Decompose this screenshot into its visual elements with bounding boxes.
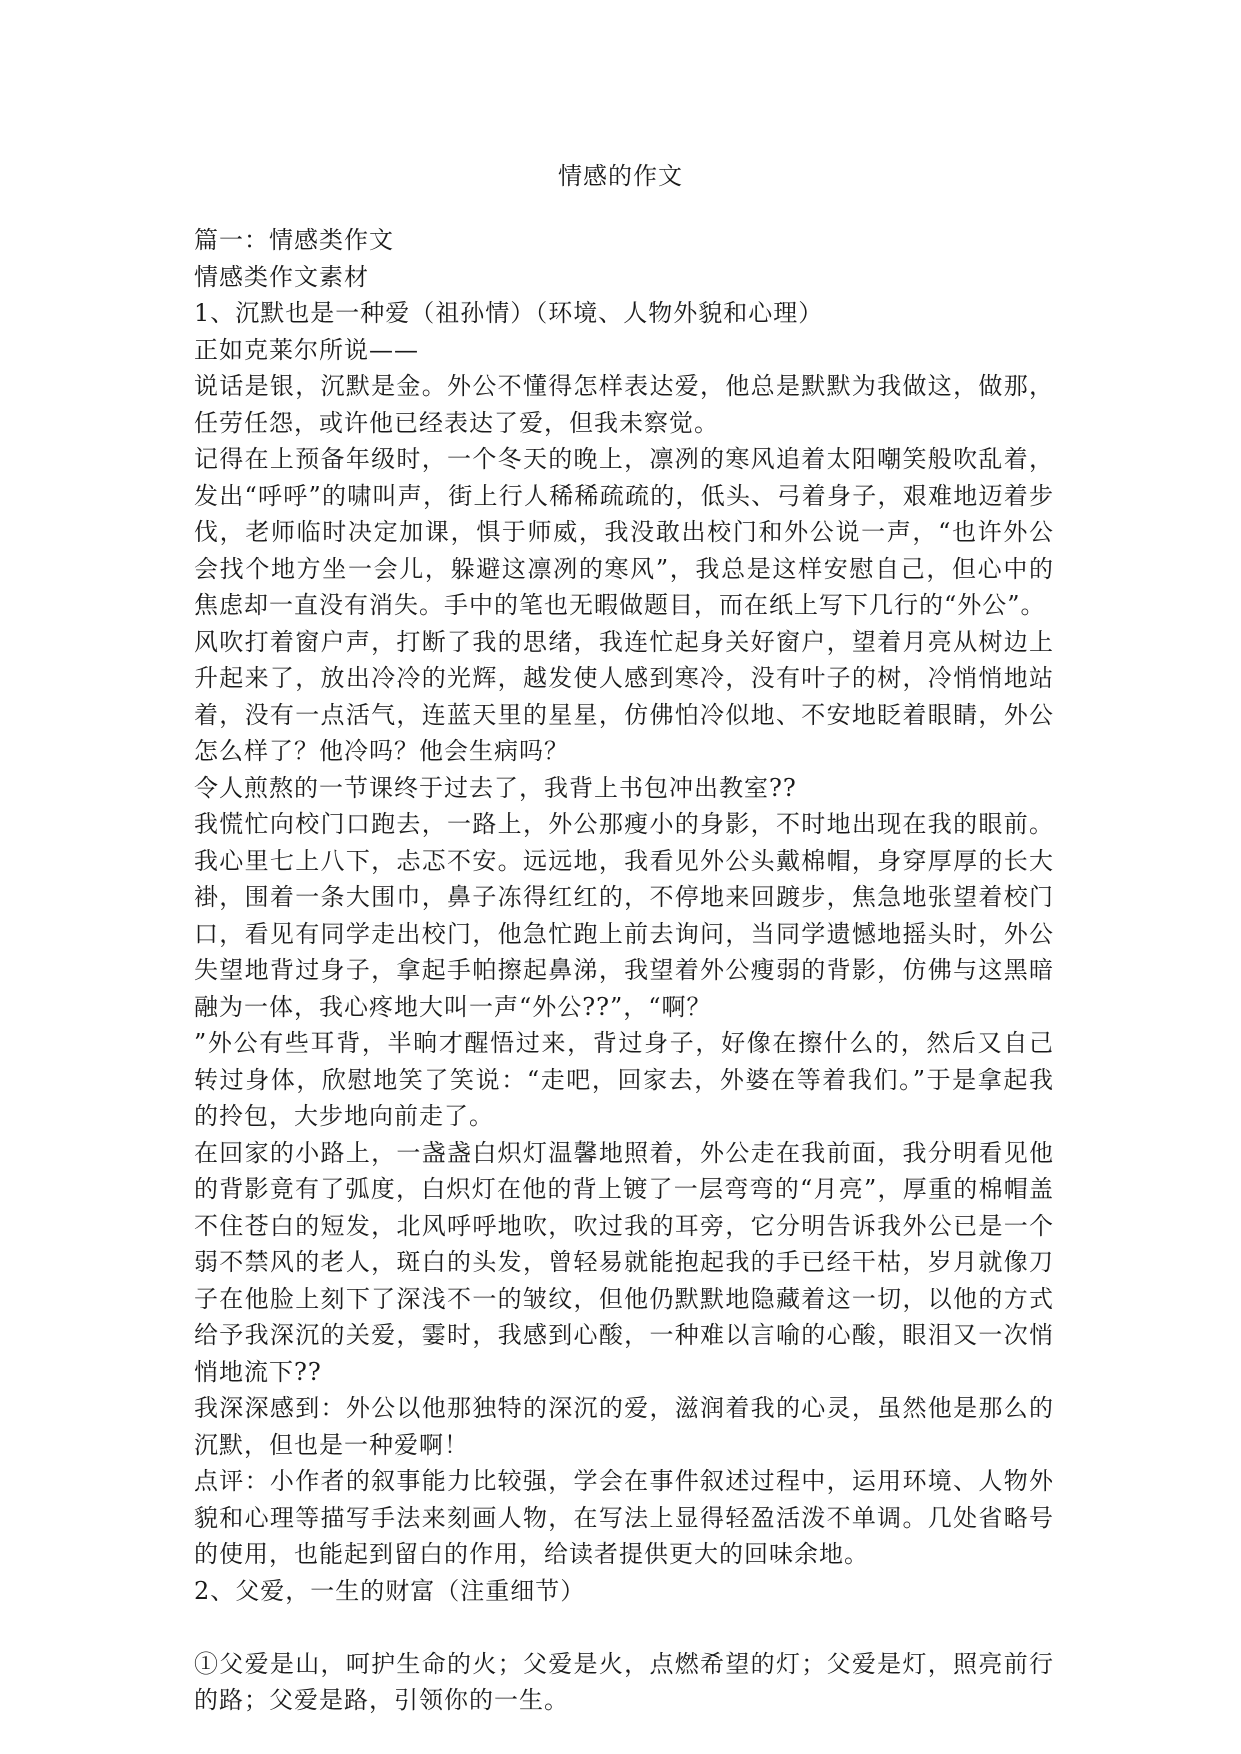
paragraph: 风吹打着窗户声，打断了我的思绪，我连忙起身关好窗户，望着月亮从树边上升起来了，放出冷冷的光辉，越发使人感到寒冷，没有叶子的树，冷悄悄地站着，没有一点活气，连蓝天里的星星，仿佛怕冷似地、不安地眨着眼睛，外公怎么样了？他冷吗？他会生病吗？ — [194, 627, 1054, 765]
subheading: 情感类作文素材 — [194, 262, 369, 291]
section-heading: 篇一：情感类作文 — [194, 226, 394, 254]
paragraph: ”外公有些耳背，半晌才醒悟过来，背过身子，好像在擦什么的，然后又自己转过身体，欣慰地笑了笑说：“走吧，回家去，外婆在等着我们。”于是拿起我的拎包，大步地向前走了。 — [194, 1029, 1054, 1130]
paragraph: ①父爱是山，呵护生命的火；父爱是火，点燃希望的灯；父爱是灯，照亮前行的路；父爱是路，引领你的一生。 — [194, 1649, 1054, 1714]
paragraph: 在回家的小路上，一盏盏白炽灯温馨地照着，外公走在我前面，我分明看见他的背影竟有了弧度，白炽灯在他的背上镀了一层弯弯的“月亮”，厚重的棉帽盖不住苍白的短发，北风呼呼地吹，吹过我的耳旁，它分明告诉我外公已是一个弱不禁风的老人，斑白的头发，曾轻易就能抱起我的手已经干枯，岁月就像刀子在他脸上刻下了深浅不一的皱纹，但他仍默默地隐藏着这一切，以他的方式给予我深沉的关爱，霎时，我感到心酸，一种难以言喻的心酸，眼泪又一次悄悄地流下?? — [194, 1138, 1054, 1386]
document-title: 情感的作文 — [558, 162, 683, 190]
paragraph: 我深深感到：外公以他那独特的深沉的爱，滋润着我的心灵，虽然他是那么的沉默，但也是一种爱啊！ — [194, 1394, 1054, 1459]
paragraph: 记得在上预备年级时，一个冬天的晚上，凛冽的寒风追着太阳嘲笑般吹乱着，发出“呼呼”的啸叫声，街上行人稀稀疏疏的，低头、弓着身子，艰难地迈着步伐，老师临时决定加课，惧于师威，我没敢出校门和外公说一声，“也许外公会找个地方坐一会儿，躲避这凛冽的寒风”，我总是这样安慰自己，但心中的焦虑却一直没有消失。手中的笔也无暇做题目，而在纸上写下几行的“外公”。 — [194, 445, 1054, 619]
paragraph: 正如克莱尔所说—— — [194, 335, 419, 364]
essay-heading: 2、父爱，一生的财富（注重细节） — [194, 1576, 586, 1605]
paragraph: 说话是银，沉默是金。外公不懂得怎样表达爱，他总是默默为我做这，做那，任劳任怨，或许他已经表达了爱，但我未察觉。 — [194, 372, 1054, 437]
commentary-paragraph: 点评：小作者的叙事能力比较强，学会在事件叙述过程中，运用环境、人物外貌和心理等描写手法来刻画人物，在写法上显得轻盈活泼不单调。几处省略号的使用，也能起到留白的作用，给读者提供更大的回味余地。 — [194, 1467, 1054, 1568]
paragraph: 令人煎熬的一节课终于过去了，我背上书包冲出教室?? — [194, 773, 797, 802]
paragraph: 我慌忙向校门口跑去，一路上，外公那瘦小的身影，不时地出现在我的眼前。我心里七上八下，忐忑不安。远远地，我看见外公头戴棉帽，身穿厚厚的长大褂，围着一条大围巾，鼻子冻得红红的，不停地来回踱步，焦急地张望着校门口，看见有同学走出校门，他急忙跑上前去询问，当同学遗憾地摇头时，外公失望地背过身子，拿起手帕擦起鼻涕，我望着外公瘦弱的背影，仿佛与这黑暗融为一体，我心疼地大叫一声“外公??”，“啊？ — [194, 810, 1054, 1021]
document-body — [194, 222, 1054, 1719]
essay-heading: 1、沉默也是一种爱（祖孙情）（环境、人物外貌和心理） — [194, 299, 824, 327]
